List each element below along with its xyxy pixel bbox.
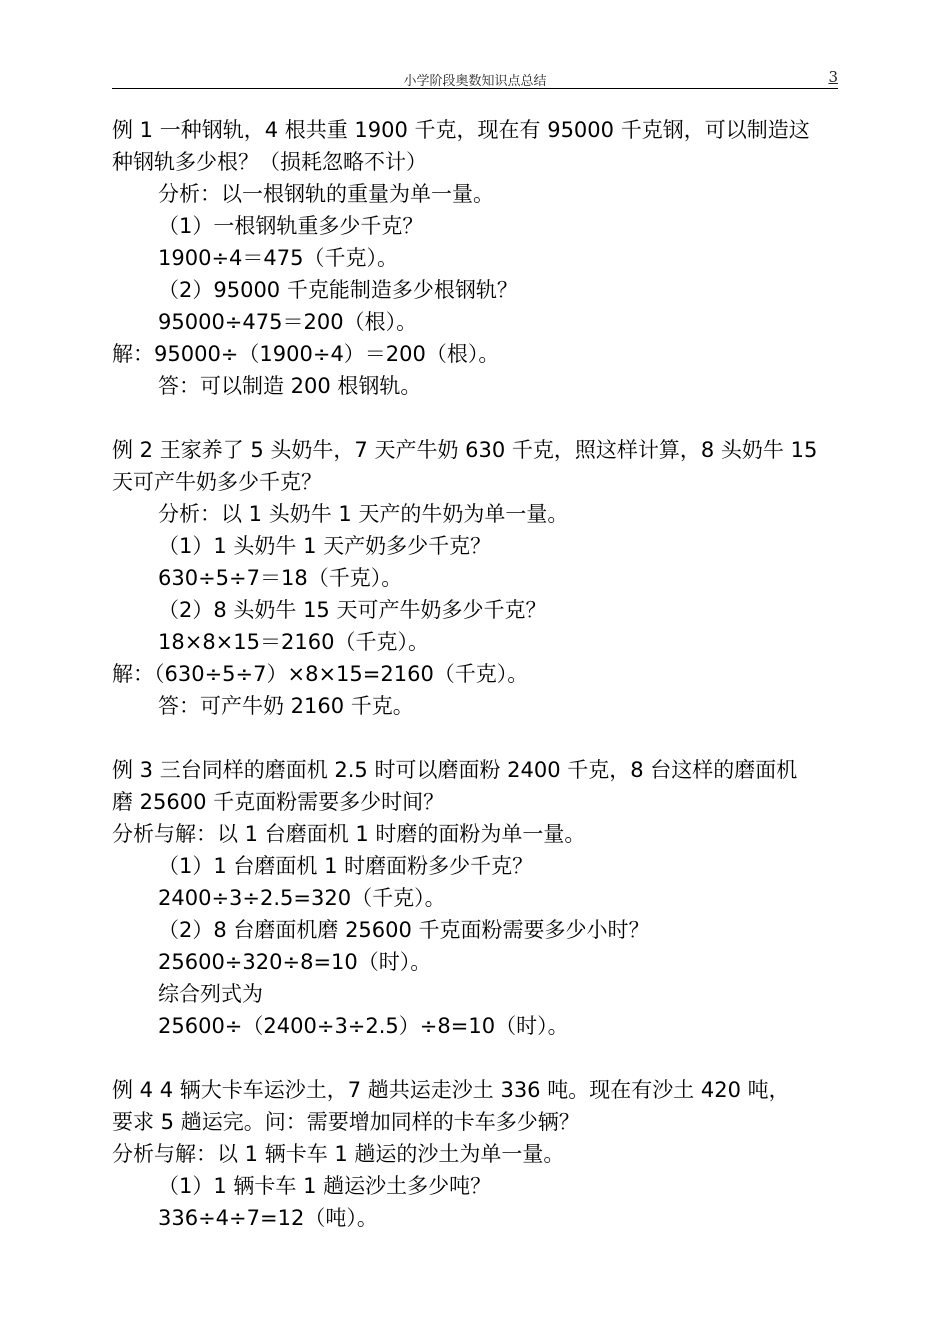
example-1 xyxy=(112,114,842,402)
example-2-question-line-2: 天可产牛奶多少千克？ xyxy=(112,470,322,494)
example-1-calc-1: 1900÷4＝475（千克）。 xyxy=(158,246,398,270)
example-4 xyxy=(112,1074,842,1234)
example-1-step-1: （1）一根钢轨重多少千克？ xyxy=(158,214,424,238)
page-number: 3 xyxy=(828,68,838,86)
example-1-question-line-2: 种钢轨多少根？（损耗忽略不计） xyxy=(112,150,427,174)
example-4-calc-1: 336÷4÷7=12（吨）。 xyxy=(158,1206,378,1230)
page-header xyxy=(112,68,838,89)
example-1-question-line-1: 例 1 一种钢轨，4 根共重 1900 千克，现在有 95000 千克钢，可以制造这 xyxy=(112,118,810,142)
example-2-analysis: 分析：以 1 头奶牛 1 天产的牛奶为单一量。 xyxy=(158,502,569,526)
example-3-combined-label: 综合列式为 xyxy=(158,982,263,1006)
example-2-answer: 答：可产牛奶 2160 千克。 xyxy=(158,694,414,718)
example-2-calc-1: 630÷5÷7＝18（千克）。 xyxy=(158,566,403,590)
example-1-answer: 答：可以制造 200 根钢轨。 xyxy=(158,374,422,398)
example-2-question-line-1: 例 2 王家养了 5 头奶牛，7 天产牛奶 630 千克，照这样计算，8 头奶牛 15 xyxy=(112,438,818,462)
example-3-question-line-2: 磨 25600 千克面粉需要多少时间？ xyxy=(112,790,445,814)
example-3-calc-1: 2400÷3÷2.5=320（千克）。 xyxy=(158,886,446,910)
example-1-calc-2: 95000÷475＝200（根）。 xyxy=(158,310,418,334)
example-4-analysis: 分析与解：以 1 辆卡车 1 趟运的沙土为单一量。 xyxy=(112,1142,565,1166)
spacer xyxy=(112,1042,842,1074)
document-body xyxy=(112,114,842,1234)
example-2-step-1: （1）1 头奶牛 1 天产奶多少千克？ xyxy=(158,534,492,558)
example-3-step-2: （2）8 台磨面机磨 25600 千克面粉需要多少小时？ xyxy=(158,918,650,942)
example-3-combined-formula: 25600÷（2400÷3÷2.5）÷8=10（时）。 xyxy=(158,1014,569,1038)
example-1-step-2: （2）95000 千克能制造多少根钢轨？ xyxy=(158,278,518,302)
header-title: 小学阶段奥数知识点总结 xyxy=(403,74,547,89)
example-3-calc-2: 25600÷320÷8=10（时）。 xyxy=(158,950,432,974)
example-1-solution: 解：95000÷（1900÷4）＝200（根）。 xyxy=(112,342,500,366)
example-2-solution: 解：（630÷5÷7）×8×15=2160（千克）。 xyxy=(112,662,529,686)
spacer xyxy=(112,402,842,434)
example-4-question-line-2: 要求 5 趟运完。问：需要增加同样的卡车多少辆？ xyxy=(112,1110,580,1134)
spacer xyxy=(112,722,842,754)
example-3-analysis: 分析与解：以 1 台磨面机 1 时磨的面粉为单一量。 xyxy=(112,822,586,846)
example-1-analysis: 分析：以一根钢轨的重量为单一量。 xyxy=(158,182,494,206)
example-3-step-1: （1）1 台磨面机 1 时磨面粉多少千克？ xyxy=(158,854,534,878)
example-2-calc-2: 18×8×15＝2160（千克）。 xyxy=(158,630,429,654)
example-3 xyxy=(112,754,842,1042)
example-4-step-1: （1）1 辆卡车 1 趟运沙土多少吨？ xyxy=(158,1174,492,1198)
example-3-question-line-1: 例 3 三台同样的磨面机 2.5 时可以磨面粉 2400 千克，8 台这样的磨面机 xyxy=(112,758,798,782)
example-2 xyxy=(112,434,842,722)
example-2-step-2: （2）8 头奶牛 15 天可产牛奶多少千克？ xyxy=(158,598,547,622)
example-4-question-line-1: 例 4 4 辆大卡车运沙土，7 趟共运走沙土 336 吨。现在有沙土 420 吨， xyxy=(112,1078,790,1102)
